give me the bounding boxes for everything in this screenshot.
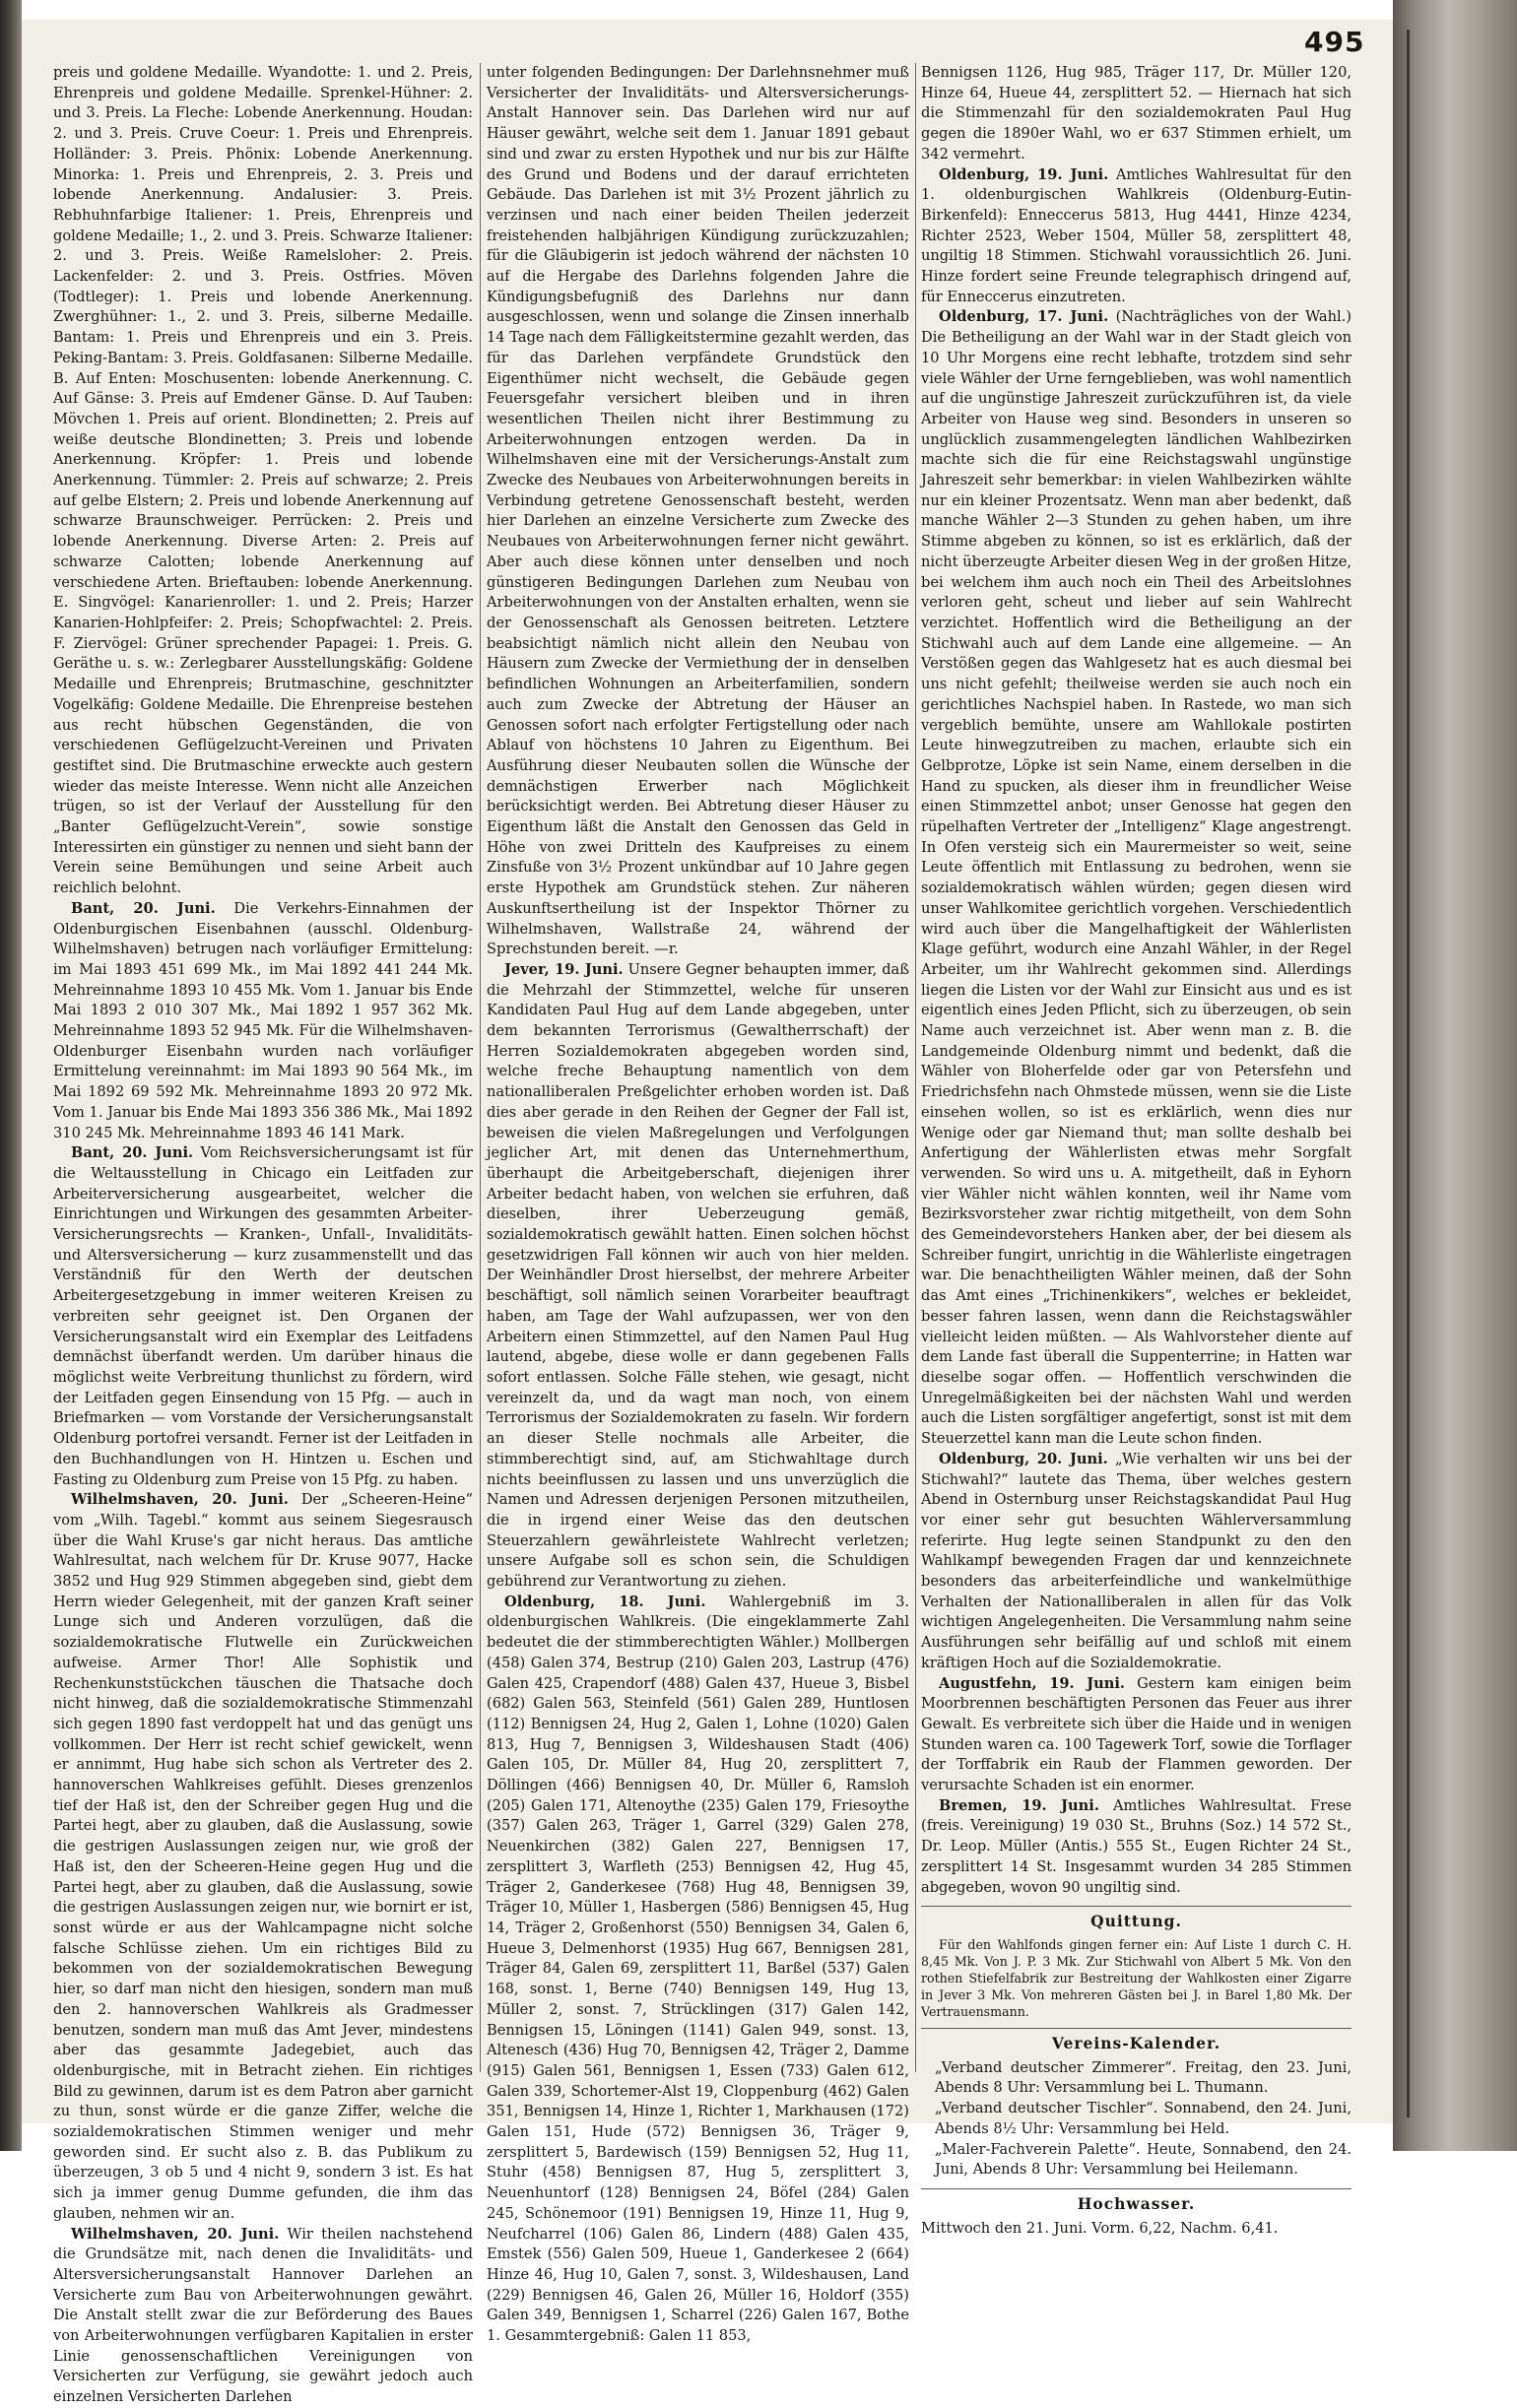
article-text: „Wie verhalten wir uns bei der Stichwahl?“ lautete das Thema, über welches gestern Abend in Osternburg unser Reichstagskandidat Paul Hug vor einer sehr gut besuchten Wählerversammlung referirte. Hug legte seinen Standpunkt zu den den Wahlkampf bewegenden Fragen dar und kennzeichnete besonders das arbeiterfeindliche und wankelmüthige Verhalten der Nationalliberalen in allen für das Volk wichtigen Angelegenheiten. Die Versammlung nahm seine Ausführungen sehr beifällig auf und schloß mit einem kräftigen Hoch auf die Sozialdemokratie.: [921, 1450, 1352, 1671]
article-text: Amtliches Wahlresultat für den 1. oldenburgischen Wahlkreis (Oldenburg-Eutin-Birkenfeld): Enneccerus 5813, Hug 4441, Hinze 4234, Richter 2523, Weber 1504, Müller 58, zersplittert 48, ungiltig 18 Stimmen. Stichwahl voraussichtlich 26. Juni. Hinze fordert seine Freunde telegraphisch dringend auf, für Enneccerus einzutreten.: [921, 165, 1352, 305]
article-text: Wir theilen nachstehend die Grundsätze mit, nach denen die Invaliditäts- und Altersversicherungsanstalt Hannover Darlehen an Versicherte zum Bau von Arbeiterwohnungen gewährt. Die Anstalt stellt zwar die zur Beförderung des Baues von Arbeiterwohnungen verfügbaren Kapitalien in erster Linie genossenschaftlichen Vereinigungen von Versicherten zur Verfügung, sie gewährt jedoch auch einzelnen Versicherten Darlehen: [53, 2225, 474, 2406]
dateline: Jever, 19. Juni.: [504, 960, 624, 978]
column-2: [487, 63, 909, 2345]
dateline: Bant, 20. Juni.: [71, 899, 216, 917]
page-number: 495: [1304, 26, 1365, 58]
kalender-item: „Verband deutscher Tischler“. Sonnabend, den 24. Juni, Abends 8½ Uhr: Versammlung bei Held.: [935, 2100, 1352, 2137]
dateline: Wilhelmshaven, 20. Juni.: [71, 2225, 280, 2243]
article-text: Unsere Gegner behaupten immer, daß die Mehrzahl der Stimmzettel, welche für unseren Kandidaten Paul Hug auf dem Lande abgegeben, unter dem bekannten Terrorismus (Gewaltherrschaft) der Herren Sozialdemokraten abgegeben worden sind, welche freche Behauptung namentlich von dem nationalliberalen Preßgelichter erhoben worden ist. Daß dies aber gerade in den Reihen der Gegner der Fall ist, beweisen die vielen Maßregelungen und Verfolgungen jeglicher Art, mit denen das Unternehmerthum, überhaupt die Arbeitgeberschaft, diejenigen ihrer Arbeiter bedacht haben, von welchen sie erfuhren, daß dieselben, ihrer Ueberzeugung gemäß, sozialdemokratisch gewählt hatten. Einen solchen höchst gesetzwidrigen Fall können wir auch von hier melden. Der Weinhändler Drost hierselbst, der mehrere Arbeiter beschäftigt, soll nämlich seinen Vorarbeiter beauftragt haben, am Tage der Wahl aufzupassen, wer von den Arbeitern einen Stimmzettel, auf den Namen Paul Hug lautend, abgebe, diese wolle er dann gegebenen Falls sofort entlassen. Solche Fälle stehen, wie gesagt, nicht vereinzelt da, und da wagt man noch, von einem Terrorismus der Sozialdemokraten zu faseln. Wir fordern an dieser Stelle nochmals alle Arbeiter, die stimmberechtigt sind, auf, am Stichwahltage durch nichts beeinflussen zu lassen und uns unverzüglich die Namen und Adressen derjenigen Personen mitzutheilen, die in irgend einer Weise das den deutschen Steuerzahlern gewährleistete Wahlrecht verletzen; unsere Aufgabe soll es schon sein, die Schuldigen gebührend zur Verantwortung zu ziehen.: [487, 960, 909, 1591]
article-paragraph: [921, 307, 1352, 1449]
article-text: Gestern kam einigen beim Moorbrennen beschäftigten Personen das Feuer aus ihrer Gewalt. Es verbreitete sich über die Haide und in wenigen Stunden waren ca. 100 Tagewerk Torf, sowie die Torflager der Torffabrik ein Raub der Flammen geworden. Der verursachte Schaden ist ein enormer.: [921, 1674, 1352, 1794]
hochwasser-heading: Hochwasser.: [921, 2188, 1352, 2215]
article-paragraph: [921, 1674, 1352, 1796]
hochwasser-text: Mittwoch den 21. Juni. Vorm. 6,22, Nachm. 6,41.: [921, 2219, 1279, 2237]
article-text: preis und goldene Medaille. Wyandotte: 1. und 2. Preis, Ehrenpreis und goldene Medaille. Sprenkel-Hühner: 2. und 3. Preis. La Fleche: Lobende Anerkennung. Houdan: 2. und 3. Preis. Cruve Coeur: 1. Preis und Ehrenpreis. Holländer: 3. Preis. Phönix: Lobende Anerkennung. Minorka: 1. Preis und Ehrenpreis, 2. 3. Preis und lobende Anerkennung. Andalusier: 3. Preis. Rebhuhnfarbige Italiener: 1. Preis, Ehrenpreis und goldene Medaille; 1., 2. und 3. Preis. Schwarze Italiener: 2. und 3. Preis. Weiße Ramelsloher: 2. Preis. Lackenfelder: 2. und 3. Preis. Ostfries. Möven (Todtleger): 1. Preis und lobende Anerkennung. Zwerghühner: 1., 2. und 3. Preis, silberne Medaille. Bantam: 1. Preis und Ehrenpreis und ein 3. Preis. Peking-Bantam: 3. Preis. Goldfasanen: Silberne Medaille. B. Auf Enten: Moschusenten: lobende Anerkennung. C. Auf Gänse: 3. Preis auf Emdener Gänse. D. Auf Tauben: Mövchen 1. Preis auf orient. Blondinetten; 2. Preis auf weiße deutsche Blondinetten; 3. Preis und lobende Anerkennung. Kröpfer: 1. Preis und lobende Anerkennung. Tümmler: 2. Preis auf schwarze; 2. Preis auf gelbe Elstern; 2. Preis und lobende Anerkennung auf schwarze Braunschweiger. Perrücken: 2. Preis und lobende Anerkennung. Diverse Arten: 2. Preis auf schwarze Calotten; lobende Anerkennung auf verschiedene Arten. Brieftauben: lobende Anerkennung. E. Singvögel: Kanarienroller: 1. und 2. Preis; Harzer Kanarien-Hohlpfeifer: 2. Preis; Schopfwachtel: 2. Preis. F. Ziervögel: Grüner sprechender Papagei: 1. Preis. G. Geräthe u. s. w.: Zerlegbarer Ausstellungskäfig: Goldene Medaille und Ehrenpreis; Brutmaschine, geschnitzter Vogelkäfig: Goldene Medaille. Die Ehrenpreise bestehen aus recht hübschen Gegenständen, die von verschiedenen Geflügelzucht-Vereinen und Privaten gestiftet sind. Die Brutmaschine erweckte auch gestern wieder das meiste Interesse. Wenn nicht alle Anzeichen trügen, so ist der Verlauf der Ausstellung für den „Banter Geflügelzucht-Verein“, sowie sonstige Interessirten ein günstiger zu nennen und sieht bann der Verein seine Bemühungen und seine Arbeit auch reichlich belohnt.: [53, 64, 473, 897]
dateline: Bremen, 19. Juni.: [939, 1796, 1099, 1814]
column-3-articles: [921, 63, 1352, 1898]
kalender-item: „Verband deutscher Zimmerer“. Freitag, den 23. Juni, Abends 8 Uhr: Versammlung bei L. Thumann.: [935, 2058, 1352, 2097]
article-paragraph: [921, 165, 1352, 308]
dateline: Wilhelmshaven, 20. Juni.: [71, 1491, 289, 1509]
article-paragraph: [53, 2225, 473, 2408]
article-text: (Nachträgliches von der Wahl.) Die Betheiligung an der Wahl war in der Stadt gleich von 10 Uhr Morgens eine recht lebhafte, trotzdem sind sehr viele Wähler der Urne ferngeblieben, was wohl namentlich auf die ungünstige Jahreszeit zurückzuführen ist, da viele Arbeiter von Hause weg sind. Besonders in unseren so unglücklich zusammengelegten ländlichen Wahlbezirken machte sich die für eine Reichstagswahl ungünstige Jahreszeit sehr bemerkbar: in vielen Wahlbezirken wählte nur ein kleiner Prozentsatz. Wenn man aber bedenkt, daß manche Wähler 2—3 Stunden zu gehen haben, um ihre Stimme abgeben zu können, so ist es erklärlich, daß der nicht überzeugte Arbeiter diesen Weg in der großen Hitze, bei welchem ihm auch noch ein Theil des Arbeitslohnes verloren geht, scheut und lieber auf sein Wahlrecht verzichtet. Hoffentlich wird die Betheiligung an der Stichwahl auch auf dem Lande eine allgemeine. — An Verstößen gegen das Wahlgesetz hat es auch diesmal bei uns nicht gefehlt; theilweise werden sie auch noch ein gerichtliches Nachspiel haben. In Rastede, wo man sich vergeblich bemühte, unsere am Wahllokale postirten Leute hinwegzutreiben zu machen, erlaubte sich ein Gelbprotze, Löpke ist sein Name, einem derselben in die Hand zu spucken, als dieser ihm in freundlicher Weise einen Stimmzettel anbot; unser Genosse hat gegen den rüpelhaften Vertreter der „Intelligenz“ Klage angestrengt. In Ofen versteig sich ein Maurermeister so weit, seine Leute öffentlich mit Entlassung zu bedrohen, wenn sie sozialdemokratisch wählen würden; gegen diesen wird unser Wahlkomitee gerichtlich vorgehen. Verschiedentlich wird auch über die Mangelhaftigkeit der Wählerlisten Klage geführt, wodurch eine Anzahl Wähler, in der Regel Arbeiter, um ihr Wahlrecht gekommen sind. Allerdings liegen die Listen vor der Wahl zur Einsicht aus und es ist eigentlich eines Jeden Pflicht, sich zu überzeugen, ob sein Name auch verzeichnet ist. Aber wenn man z. B. die Landgemeinde Oldenburg nimmt und bedenkt, daß die Wähler von Bloherfelde oder gar von Petersfehn und Friedrichsfehn nach Ohmstede müssen, wenn sie die Liste einsehen wollen, so ist es erklärlich, wenn dies nur Wenige oder gar Niemand thut; man sollte deshalb bei Anfertigung der Wählerlisten etwas mehr Sorgfalt verwenden. So wird uns u. A. mitgetheilt, daß in Eyhorn vier Wähler nicht wählen konnten, weil ihr Name vom Bezirksvorsteher zwar richtig mitgetheilt, von dem Sohn des Gemeindevorstehers Hanken aber, der bei diesem als Schreiber fungirt, unrichtig in die Wählerliste eingetragen war. Die benachtheiligten Wähler meinen, daß der Sohn das Amt eines „Trichinenkikers“, welches er bekleidet, besser fahren lassen, wenn dann die Reichstagswähler vielleicht leiden müßten. — Als Wahlvorsteher diente auf dem Lande fast überall die Suppenterrine; in Hatten war dieselbe sogar offen. — Hoffentlich verschwinden die Unregelmäßigkeiten bei der nächsten Wahl und werden auch die Listen sorgfältiger angefertigt, sonst ist mit dem Steuerzettel kann man die Leute schon finden.: [921, 308, 1352, 1448]
dateline: Augustfehn, 19. Juni.: [939, 1674, 1125, 1692]
kalender-item: „Maler-Fachverein Palette“. Heute, Sonnabend, den 24. Juni, Abends 8 Uhr: Versammlung bei Heilemann.: [935, 2140, 1352, 2179]
article-text: Bennigsen 1126, Hug 985, Träger 117, Dr. Müller 120, Hinze 64, Hueue 44, zersplittert 52. — Hiernach hat sich die Stimmenzahl für den sozialdemokraten Paul Hug gegen die 1890er Wahl, wo er 637 Stimmen erhielt, um 342 vermehrt.: [921, 64, 1352, 163]
quittung-text: Für den Wahlfonds gingen ferner ein: Auf Liste 1 durch C. H. 8,45 Mk. Von J. P. 3 Mk. Zur Stichwahl von Albert 5 Mk. Von den rothen Stiefelfabrik zur Bestreitung der Wahlkosten einer Zigarre in Jever 3 Mk. Von mehreren Gästen bei J. in Barel 1,80 Mk. Der Vertrauensmann.: [921, 1936, 1352, 2019]
article-text: Vom Reichsversicherungsamt ist für die Weltausstellung in Chicago ein Leitfaden zur Arbeiterversicherung ausgearbeitet, welcher die Einrichtungen und Wirkungen des gesammten Arbeiter-Versicherungsrechts — Kranken-, Unfall-, Invaliditäts- und Altersversicherung — kurz zusammenstellt und das Verständniß für den Werth der deutschen Arbeitergesetzgebung in immer weiteren Kreisen zu verbreiten sehr geeignet ist. Den Organen der Versicherungsanstalt wird ein Exemplar des Leitfadens demnächst überfandt werden. Um darüber hinaus die möglichst weite Verbreitung thunlichst zu fördern, wird der Leitfaden gegen Einsendung von 15 Pfg. — auch in Briefmarken — vom Vorstande der Versicherungsanstalt Oldenburg portofrei versandt. Ferner ist der Leitfaden in den Buchhandlungen von H. Hintzen u. Eschen und Fasting zu Oldenburg zum Preise von 15 Pfg. zu haben.: [53, 1144, 474, 1488]
book-spine: [1393, 0, 1517, 2151]
column-3: [921, 63, 1352, 2237]
spine-shadow-line: [1407, 30, 1410, 2117]
dateline: Oldenburg, 20. Juni.: [939, 1450, 1108, 1467]
vereins-kalender-heading: Vereins-Kalender.: [921, 2028, 1352, 2054]
article-paragraph: [53, 899, 473, 1143]
article-text: Wahlergebniß im 3. oldenburgischen Wahlkreis. (Die eingeklammerte Zahl bedeutet die der stimmberechtigten Wähler.) Mollbergen (458) Galen 374, Bestrup (210) Galen 203, Lastrup (476) Galen 425, Crapendorf (488) Galen 437, Hueue 3, Bisbel (682) Galen 563, Steinfeld (561) Galen 289, Huntlosen (112) Bennigsen 24, Hug 2, Galen 1, Lohne (1020) Galen 813, Hug 7, Bennigsen 3, Wildeshausen Stadt (406) Galen 105, Dr. Müller 84, Hug 20, zersplittert 7, Döllingen (466) Bennigsen 40, Dr. Müller 6, Ramsloh (205) Galen 171, Altenoythe (235) Galen 179, Friesoythe (357) Galen 263, Träger 1, Garrel (329) Galen 278, Neuenkirchen (382) Galen 227, Bennigsen 17, zersplittert 3, Warfleth (253) Bennigsen 42, Hug 45, Träger 2, Ganderkesee (768) Hug 48, Bennigsen 39, Träger 10, Müller 1, Hasbergen (586) Bennigsen 45, Hug 14, Träger 2, Großenhorst (550) Bennigsen 34, Galen 6, Hueue 3, Delmenhorst (1935) Hug 667, Bennigsen 281, Träger 84, Galen 69, zersplittert 11, Barßel (537) Galen 168, sonst. 1, Berne (740) Bennigsen 149, Hug 13, Müller 2, sonst. 7, Strücklingen (317) Galen 142, Bennigsen 15, Löningen (1141) Galen 949, sonst. 13, Altenesch (436) Hug 70, Bennigsen 42, Träger 2, Damme (915) Galen 561, Bennigsen 1, Essen (733) Galen 612, Galen 339, Schortemer-Alst 19, Cloppenburg (462) Galen 351, Bennigsen 14, Hinze 1, Richter 1, Markhausen (172) Galen 151, Hude (572) Bennigsen 36, Träger 9, zersplittert 5, Bardewisch (159) Bennigsen 52, Hug 11, Stuhr (458) Bennigsen 87, Hug 5, zersplittert 3, Neuenhuntorf (128) Bennigsen 24, Böfel (284) Galen 245, Schönemoor (191) Bennigsen 19, Hinze 11, Hug 9, Neufcharrel (106) Galen 86, Lindern (488) Galen 435, Emstek (556) Galen 509, Hueue 1, Ganderkesee 2 (664) Hinze 46, Hug 10, Galen 7, sonst. 3, Wildeshausen, Land (229) Bennigsen 46, Galen 26, Müller 16, Holdorf (355) Galen 349, Bennigsen 1, Scharrel (226) Galen 167, Bothe 1. Gesammtergebniß: Galen 11 853,: [487, 1593, 909, 2345]
dateline: Bant, 20. Juni.: [71, 1144, 194, 1162]
scan-left-edge: [0, 0, 22, 2151]
article-text: Der „Scheeren-Heine“ vom „Wilh. Tagebl.“ kommt aus seinem Siegesrausch über die Wahl Kruse's gar nicht heraus. Das amtliche Wahlresultat, nach welchem für Dr. Kruse 9077, Hacke 3852 und Hug 929 Stimmen abgegeben sind, giebt dem Herrn wieder Gelegenheit, mit der ganzen Kraft seiner Lunge sich und Anderen vorzulügen, daß die sozialdemokratische Flutwelle ein Zurückweichen aufweise. Armer Thor! Alle Sophistik und Rechenkunststückchen täuschen die Thatsache doch nicht hinweg, daß die sozialdemokratische Stimmenzahl sich gegen 1890 fast verdoppelt hat und das genügt uns vollkommen. Der Herr ist recht schief gewickelt, wenn er annimmt, Hug habe sich schon als Vertreter des 2. hannoverschen Wahlkreises gefühlt. Dieses grenzenlos tief der Haß ist, den der Schreiber gegen Hug und die Partei hegt, aber zu glauben, daß die Auslassung, sowie die gestrigen Auslassungen zeigen nur, wie groß der Haß ist, den der Scheeren-Heine gegen Hug und die Partei hegt, aber zu glauben, daß die Auslassung, sowie die gestrigen Auslassungen zeigen nur, wie bornirt er ist, sonst würde er aus der Wahlcampagne nicht solche falsche Schlüsse ziehen. Um ein richtiges Bild zu bekommen von der sozialdemokratischen Bewegung hier, so darf man nicht den hiesigen, sondern man muß den 2. hannoverschen Wahlkreis als Gradmesser benutzen, sondern man muß das Amt Jever, mindestens aber das gesammte Jadegebiet, auch das oldenburgische, mit in Betracht ziehen. Ein richtiges Bild zu gewinnen, darum ist es dem Patron aber garnicht zu thun, sonst würde er die ganze Ziffer, welche die sozialdemokratischen Stimmen weniger und mehr geworden sind. Er sucht also z. B. das Publikum zu überzeugen, 3 ob 5 und 4 nicht 9, sondern 3 ist. Es hat sich ja immer genug Dumme gefunden, die ihm das glauben, nehmen wir an.: [53, 1491, 473, 2222]
article-paragraph: [53, 63, 473, 899]
column-rule: [915, 63, 916, 2072]
article-paragraph: [921, 1450, 1352, 1674]
article-paragraph: [487, 63, 909, 960]
article-text: Amtliches Wahlresultat. Frese (freis. Vereinigung) 19 030 St., Bruhns (Soz.) 14 572 St., Dr. Leop. Müller (Antis.) 555 St., Eugen Richter 24 St., zersplittert 14 St. Insgesammt wurden 34 285 Stimmen abgegeben, wovon 90 ungiltig sind.: [921, 1796, 1352, 1896]
column-1: [53, 63, 474, 2406]
article-text: Die Verkehrs-Einnahmen der Oldenburgischen Eisenbahnen (ausschl. Oldenburg-Wilhelmshaven) betrugen nach vorläufiger Ermittelung: im Mai 1893 451 699 Mk., im Mai 1892 441 244 Mk. Mehreinnahme 1893 10 455 Mk. Vom 1. Januar bis Ende Mai 1893 2 010 307 Mk., Mai 1892 1 957 362 Mk. Mehreinnahme 1893 52 945 Mk. Für die Wilhelmshaven-Oldenburger Eisenbahn wurden nach vorläufiger Ermittelung vereinnahmt: im Mai 1893 90 564 Mk., im Mai 1892 69 592 Mk. Mehreinnahme 1893 20 972 Mk. Vom 1. Januar bis Ende Mai 1893 356 386 Mk., Mai 1892 310 245 Mk. Mehreinnahme 1893 46 141 Mark.: [53, 899, 474, 1141]
dateline: Oldenburg, 19. Juni.: [939, 165, 1109, 183]
quittung-heading: Quittung.: [921, 1906, 1352, 1932]
article-paragraph: [487, 1593, 909, 2347]
column-rule: [480, 63, 481, 2072]
dateline: Oldenburg, 17. Juni.: [939, 308, 1109, 326]
article-text: unter folgenden Bedingungen: Der Darlehnsnehmer muß Versicherter der Invaliditäts- und Altersversicherungs-Anstalt Hannover sein. Das Darlehen wird nur auf Häuser gewährt, welche seit dem 1. Januar 1891 gebaut sind und zwar zu ersten Hypothek und nur bis zur Hälfte des Grund und Bodens und der darauf errichteten Gebäude. Das Darlehen ist mit 3½ Prozent jährlich zu verzinsen und nach einer beiden Theilen jederzeit freistehenden halbjährigen Kündigung zurückzuzahlen; für die Gläubigerin ist jedoch während der nächsten 10 auf die Hergabe des Darlehns folgenden Jahre die Kündigungsbefugniß des Darlehns nur dann ausgeschlossen, wenn und solange die Zinsen innerhalb 14 Tage nach dem Fälligkeitstermine gezahlt werden, das für das Darlehen verpfändete Grundstück den Eigenthümer nicht wechselt, die Gebäude gegen Feuersgefahr versichert bleiben und in ihren wesentlichen Theilen nicht ihrer Bestimmung zu Arbeiterwohnungen entzogen werden. Da in Wilhelmshaven eine mit der Versicherungs-Anstalt zum Zwecke des Neubaues von Arbeiterwohnungen bereits in Verbindung getretene Genossenschaft besteht, werden hier Darlehen an einzelne Versicherte zum Zwecke des Neubaues von Arbeiterwohnungen ferner nicht gewährt. Aber auch diese können unter denselben und noch günstigeren Bedingungen Darlehen zum Neubau von Arbeiterwohnungen von der Anstalten erhalten, wenn sie der Genossenschaft als Genossen beitreten. Letztere beabsichtigt nämlich nicht allein den Neubau von Häusern zum Zwecke der Vermiethung der in denselben befindlichen Wohnungen an Arbeiterfamilien, sondern auch zum Zwecke der Abtretung der Häuser an Genossen sofort nach erfolgter Fertigstellung oder nach Ablauf von höchstens 10 Jahren zu Eigenthum. Bei Ausführung dieser Neubauten sollen die Wünsche der demnächstigen Erwerber nach Möglichkeit berücksichtigt werden. Bei Abtretung dieser Häuser zu Eigenthum läßt die Anstalt den Genossen das Geld in Höhe von zwei Dritteln des Kaufpreises zu einem Zinsfuße von 3½ Prozent unkündbar auf 10 Jahre gegen erste Hypothek am Grundstück stehen. Zur näheren Auskunftsertheilung ist der Inspektor Thörner zu Wilhelmshaven, Wallstraße 24, während der Sprechstunden bereit. —r.: [487, 64, 909, 958]
article-paragraph: [53, 1143, 473, 1490]
dateline: Oldenburg, 18. Juni.: [504, 1593, 706, 1610]
article-paragraph: [53, 1490, 473, 2224]
article-paragraph: [921, 1796, 1352, 1899]
article-paragraph: [487, 960, 909, 1593]
article-paragraph: [921, 63, 1352, 165]
